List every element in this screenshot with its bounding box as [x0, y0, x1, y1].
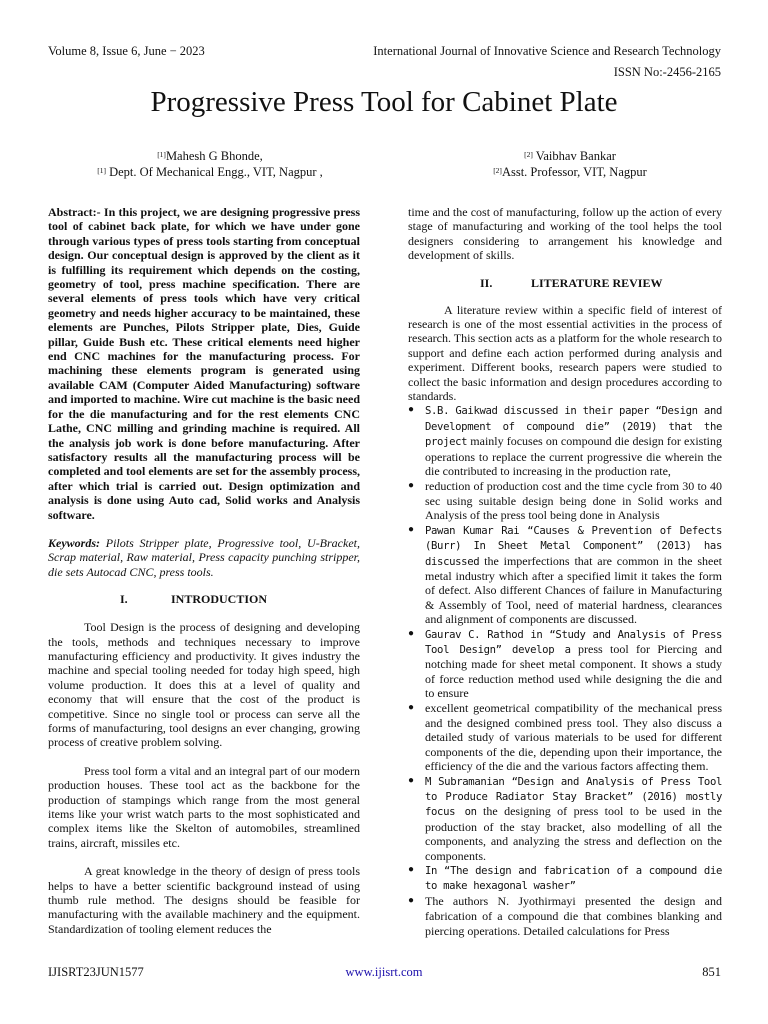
list-item	[408, 523, 722, 627]
list-item	[408, 863, 722, 894]
bullet-text: The authors N. Jyothirmayi presented the design and fabrication of a compound die that combines blanking and piercing operations. Detailed calculations for Press	[425, 893, 722, 938]
list-item	[408, 701, 722, 774]
section-1-title: INTRODUCTION	[171, 592, 268, 607]
bullet-icon: ●	[408, 774, 415, 786]
footer-website-wrap	[0, 965, 768, 980]
issn: ISSN No:-2456-2165	[613, 65, 721, 79]
bullet-text: the designing of press tool to be used in the production of the stay bracket, also modelling of all the components, and analyzing the stress and deflection on the components.	[425, 804, 722, 863]
list-item	[408, 627, 722, 701]
bullet-icon: ●	[408, 479, 415, 491]
bullet-text: excellent geometrical compatibility of the mechanical press and the designed combined press tool. They also discuss a detailed study of various materials to be used for different components of the die, depending upon their importance, the efficiency of the die and the various factors affecting them.	[425, 700, 722, 774]
literature-bullet-list	[408, 403, 722, 938]
bullet-icon: ●	[408, 523, 415, 535]
abstract: Abstract:- In this project, we are designing progressive press tool of cabinet back plate, for which we have under gone through various types of press tools starting from conceptual design. Our conceptual design is approved by the client as it is fulfilling its requirement which depends on the costing, geometry of tool, press machine specification. There are several elements of press tools which have very critical geometry and needs higher accuracy to be maintained, these elements are Punches, Pilots Stripper plate, Dies, Guide pillar, Guide Bush etc. These critical elements need higher end CNC machines for the manufacturing process. For machining these elements program is generated using available CAM (Computer Aided Manufacturing) software and imported to machine. Wire cut machine is the basic need for the die manufacturing and for the rest elements CNC Lathe, CNC milling and grinding machine is required. All the analysis job work is done before manufacturing. After satisfactory results all the manufacturing process will be completed and tool elements are set for the assembly process, after which trial is carried out. Design optimization and analysis is done using Auto cad, Solid works and Analysis software.	[48, 205, 360, 522]
bullet-text: reduction of production cost and the time cycle from 30 to 40 sec using suitable design being done in Solid works and Analysis of the press tool being done in Analysis	[425, 478, 722, 523]
bullet-icon: ●	[408, 404, 415, 416]
author-2-block	[420, 148, 720, 180]
keywords-text: Pilots Stripper plate, Progressive tool, U-Bracket, Scrap material, Raw material, Press capacity punching stripper, die sets Autocad CNC, press tools.	[48, 535, 360, 579]
keywords-label: Keywords:	[48, 535, 100, 550]
bullet-icon: ●	[408, 701, 415, 713]
section-heading-introduction	[48, 592, 360, 606]
bullet-text: In “The design and fabrication of a compound die to make hexagonal washer”	[425, 865, 722, 893]
journal-name: International Journal of Innovative Science and Research Technology	[373, 44, 721, 58]
bullet-icon: ●	[408, 894, 415, 906]
author-1-block	[60, 148, 360, 180]
footer-page-number: 851	[702, 965, 721, 979]
author-1-sup: [1]	[157, 150, 166, 159]
intro-paragraph-1: Tool Design is the process of designing and developing the tools, methods and techniques necessary to improve manufacturing efficiency and productivity. It gives industry the machine and special tooling needed for today high speed, high volume production. It does this at a level of quality and economy that will ensure that the cost of the product is competitive. Since no single tool or process can serve all the forms of manufacturing, tool designs an ever changing, growing process of creative problem solving.	[48, 620, 360, 750]
author-1-name: Mahesh G Bhonde,	[165, 149, 263, 163]
bullet-text: mainly focuses on compound die design for existing operations to replace the current progressive die wherein the die contributed to increasing in the production rate,	[425, 434, 722, 479]
author-2-affil-sup: [2]	[493, 166, 502, 175]
list-item	[408, 774, 722, 863]
bullet-mono-text: M Subramanian “Design and Analysis of Press Tool to Produce Radiator Stay Bracket” (2016) mostly focus on	[425, 775, 722, 819]
bullet-mono-text: Gaurav C. Rathod in “Study and Analysis of Press Tool Design” develop a	[425, 628, 722, 656]
intro-paragraph-3: A great knowledge in the theory of design of press tools helps to have a better scientific background instead of using thumb rule method. The designs should be feasible for manufacturing with the available machinery and the equipment. Standardization of tooling element reduces the	[48, 864, 360, 936]
literature-intro: A literature review within a specific field of interest of research is one of the most essential activities in the process of research. This section acts as a platform for the whole research to support and define each action performed during analysis and experiment. Different books, research papers were studied to collect the basic information and design procedures according to standards.	[408, 302, 722, 404]
keywords	[48, 536, 360, 579]
footer-paper-id: IJISRT23JUN1577	[48, 965, 144, 979]
right-column	[408, 205, 722, 938]
left-column	[48, 205, 360, 936]
section-2-title: LITERATURE REVIEW	[531, 275, 663, 290]
intro-continuation: time and the cost of manufacturing, follow up the action of every stage of manufacturing and working of the tool helps the tool designers considering to arrangement his knowledge and development of skills.	[408, 205, 722, 263]
author-2-affil: Asst. Professor, VIT, Nagpur	[501, 165, 647, 179]
paper-title: Progressive Press Tool for Cabinet Plate	[150, 86, 618, 118]
bullet-text: press tool for Piercing and notching made for sheet metal component. It shows a study of force reduction method used while designing the die and to ensure	[425, 641, 723, 701]
bullet-mono-text: S.B. Gaikwad discussed in their paper “Design and Development of compound die” (2019) that the project	[425, 405, 722, 449]
bullet-mono-text: Pawan Kumar Rai “Causes & Prevention of Defects (Burr) In Sheet Metal Component” (2013) has discussed	[425, 524, 722, 568]
bullet-icon: ●	[408, 627, 415, 639]
list-item	[408, 403, 722, 478]
section-heading-literature-review	[408, 276, 722, 290]
bullet-icon: ●	[408, 864, 415, 876]
section-1-number: I.	[120, 592, 128, 607]
author-1-affil-sup: [1]	[97, 166, 106, 175]
bullet-text: the imperfections that are common in the sheet metal industry which after a specified limit it takes the form of defect. Also different Chances of failure in Manufacturing & Assembly of Tool, need of material hardness, clearances and alignment of components are discussed.	[425, 553, 722, 627]
author-2-sup: [2]	[524, 150, 533, 159]
footer-website-link[interactable]: www.ijisrt.com	[345, 965, 423, 979]
author-1-affil: Dept. Of Mechanical Engg., VIT, Nagpur ,	[105, 165, 323, 179]
section-2-number: II.	[480, 275, 493, 290]
list-item	[408, 894, 722, 938]
intro-paragraph-2: Press tool form a vital and an integral part of our modern production houses. These tool act as the backbone for the production of stampings which range from the most general items like your wrist watch parts to the most sophisticated and complex items like the Skelton of automobiles, streamlined trains, aircraft, missiles etc.	[48, 763, 360, 850]
volume-issue: Volume 8, Issue 6, June − 2023	[48, 44, 205, 58]
list-item	[408, 479, 722, 523]
author-2-name: Vaibhav Bankar	[532, 149, 616, 163]
